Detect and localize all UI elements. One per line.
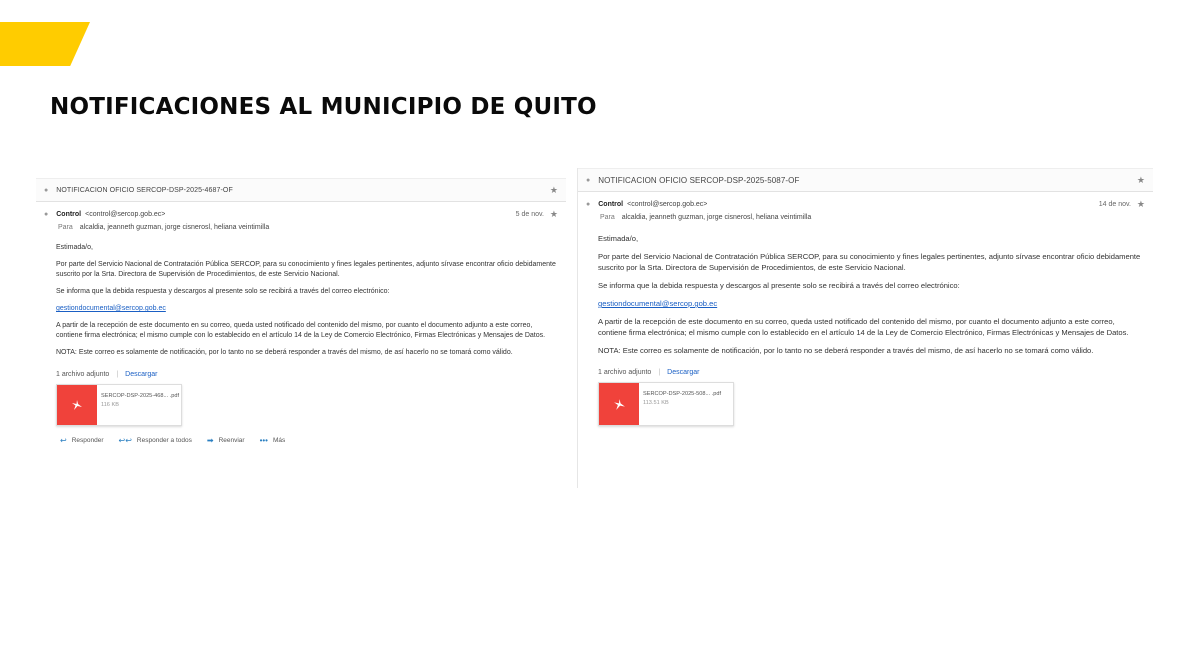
to-label: Para: [58, 224, 73, 231]
separator: |: [116, 371, 119, 378]
to-label: Para: [600, 214, 615, 221]
email-body: [36, 235, 566, 358]
more-button[interactable]: [260, 436, 286, 445]
email-date: 5 de nov.: [515, 211, 544, 218]
pdf-icon: [57, 385, 97, 425]
separator: |: [658, 369, 661, 376]
bullet-icon: ●: [586, 176, 591, 184]
subject-row: [36, 178, 566, 202]
email-header: [578, 192, 1153, 225]
star-icon[interactable]: ★: [549, 184, 558, 195]
star-icon[interactable]: ★: [549, 209, 558, 219]
attachment-card[interactable]: [56, 384, 182, 426]
forward-button[interactable]: [207, 436, 245, 445]
sender-name: Control: [56, 211, 82, 218]
star-icon[interactable]: ★: [1136, 199, 1145, 209]
greeting: Estimada/o,: [56, 244, 93, 251]
recipients: alcaldia, jeanneth guzman, jorge cisnerosl, heliana veintimilla: [79, 224, 270, 231]
body-paragraph: Se informa que la debida respuesta y descargos al presente solo se recibirá a través del correo electrónico:: [598, 281, 960, 290]
body-paragraph: A partir de la recepción de este documento en su correo, queda usted notificado del contenido del mismo, por cuanto el documento adjunto a este correo, contiene firma electrónica; el mismo cumple con lo establecido en el artículo 14 de la Ley de Comercio Electrónico, Firmas Electrónicas y Mensajes de Datos.: [56, 322, 546, 339]
email-body: [578, 225, 1153, 356]
forward-icon: ➡: [206, 436, 214, 445]
star-icon[interactable]: ★: [1136, 174, 1145, 185]
bullet-icon: ●: [44, 211, 49, 218]
download-link[interactable]: Descargar: [667, 369, 700, 376]
more-label: Más: [272, 437, 286, 444]
attachment-count: 1 archivo adjunto: [56, 371, 110, 378]
email-link[interactable]: gestiondocumental@sercop.gob.ec: [56, 305, 166, 312]
email-subject: NOTIFICACION OFICIO SERCOP-DSP-2025-4687-OF: [56, 186, 233, 194]
email-actions: [36, 426, 566, 445]
sender-email: <control@sercop.gob.ec>: [627, 201, 708, 208]
body-paragraph: Se informa que la debida respuesta y descargos al presente solo se recibirá a través del correo electrónico:: [56, 288, 390, 295]
email-screenshot-2: [577, 168, 1153, 488]
email-date: 14 de nov.: [1098, 201, 1131, 208]
sender-email: <control@sercop.gob.ec>: [85, 211, 166, 218]
reply-button[interactable]: [60, 436, 104, 445]
accent-shape: [0, 22, 90, 66]
email-link[interactable]: gestiondocumental@sercop.gob.ec: [598, 299, 718, 308]
file-name: SERCOP-DSP-2025-508... .pdf: [643, 391, 722, 397]
reply-label: Responder: [71, 437, 104, 444]
reply-all-icon: ↩↩: [118, 436, 132, 445]
more-icon: •••: [259, 436, 268, 445]
pdf-icon: [599, 383, 639, 425]
body-paragraph: Por parte del Servicio Nacional de Contratación Pública SERCOP, para su conocimiento y fines legales pertinentes, adjunto sírvase encontrar oficio debidamente suscrito por la Srta. Directora de Supervisión de Procedimientos, de este Servicio Nacional.: [598, 252, 1141, 272]
reply-all-label: Responder a todos: [136, 437, 192, 444]
email-subject: NOTIFICACION OFICIO SERCOP-DSP-2025-5087-OF: [598, 175, 800, 185]
attachment-row: [578, 363, 1153, 376]
body-paragraph: A partir de la recepción de este documento en su correo, queda usted notificado del contenido del mismo, por cuanto el documento adjunto a este correo, contiene firma electrónica; el mismo cumple con lo establecido en el artículo 14 de la Ley de Comercio Electrónico, Firmas Electrónicas y Mensajes de Datos.: [598, 317, 1129, 337]
subject-row: [578, 168, 1153, 192]
attachment-row: [36, 365, 566, 378]
forward-label: Reenviar: [218, 437, 245, 444]
file-name: SERCOP-DSP-2025-468... .pdf: [101, 393, 180, 399]
body-paragraph: Por parte del Servicio Nacional de Contratación Pública SERCOP, para su conocimiento y fines legales pertinentes, adjunto sírvase encontrar oficio debidamente suscrito por la Srta. Directora de Supervisión de Procedimientos, de este Servicio Nacional.: [56, 261, 556, 278]
note-paragraph: NOTA: Este correo es solamente de notificación, por lo tanto no se deberá responder a través del mismo, de así hacerlo no se tomará como válido.: [56, 349, 513, 356]
greeting: Estimada/o,: [598, 234, 639, 243]
reply-all-button[interactable]: [119, 436, 192, 445]
note-paragraph: NOTA: Este correo es solamente de notificación, por lo tanto no se deberá responder a través del mismo, de así hacerlo no se tomará como válido.: [598, 346, 1094, 355]
sender-name: Control: [598, 201, 624, 208]
download-link[interactable]: Descargar: [125, 371, 158, 378]
file-size: 113.51 KB: [643, 400, 669, 406]
email-screenshot-1: [36, 178, 566, 498]
recipients: alcaldia, jeanneth guzman, jorge cisnerosl, heliana veintimilla: [621, 214, 812, 221]
reply-icon: ↩: [60, 436, 67, 445]
file-size: 116 KB: [101, 402, 119, 408]
attachment-card[interactable]: [598, 382, 734, 426]
bullet-icon: ●: [586, 201, 591, 208]
slide-title: NOTIFICACIONES AL MUNICIPIO DE QUITO: [50, 94, 597, 120]
attachment-count: 1 archivo adjunto: [598, 369, 652, 376]
bullet-icon: ●: [44, 186, 49, 194]
email-header: [36, 202, 566, 235]
